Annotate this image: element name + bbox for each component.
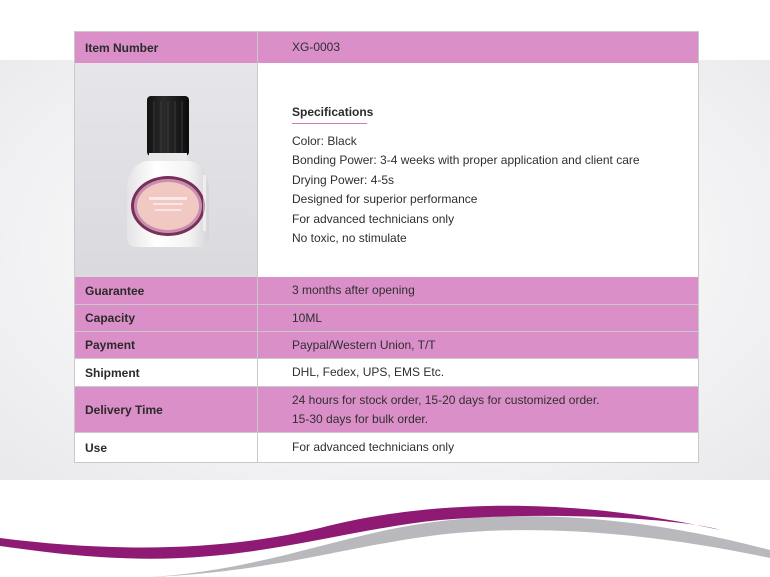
payment-label: Payment <box>75 332 258 358</box>
product-image <box>75 63 258 277</box>
delivery-time-line: 15-30 days for bulk order. <box>292 411 429 426</box>
payment-value: Paypal/Western Union, T/T <box>292 337 436 352</box>
spec-line: Bonding Power: 3-4 weeks with proper application and client care <box>292 153 640 168</box>
delivery-time-label: Delivery Time <box>75 387 258 432</box>
use-value: For advanced technicians only <box>292 440 455 454</box>
item-number-value: XG-0003 <box>292 40 341 54</box>
shipment-value: DHL, Fedex, UPS, EMS Etc. <box>292 365 445 379</box>
spec-line: For advanced technicians only <box>292 211 455 226</box>
shipment-label: Shipment <box>75 359 258 386</box>
item-number-label: Item Number <box>75 32 258 63</box>
row-delivery-time <box>75 386 698 432</box>
spec-line: Color: Black <box>292 134 357 148</box>
row-item-number <box>75 32 698 63</box>
spec-line: Drying Power: 4-5s <box>292 172 395 187</box>
specifications-title: Specifications <box>292 105 367 124</box>
row-shipment <box>75 358 698 386</box>
product-spec-table <box>74 31 699 463</box>
specifications-cell <box>258 63 698 277</box>
row-guarantee <box>75 277 698 304</box>
decorative-wave <box>0 480 770 577</box>
spec-line: Designed for superior performance <box>292 192 478 207</box>
capacity-label: Capacity <box>75 305 258 331</box>
guarantee-value: 3 months after opening <box>292 283 415 297</box>
capacity-value: 10ML <box>292 310 323 325</box>
row-use <box>75 432 698 462</box>
guarantee-label: Guarantee <box>75 277 258 304</box>
row-payment <box>75 331 698 358</box>
specifications-list <box>292 132 698 248</box>
glue-bottle-image <box>75 63 258 277</box>
spec-line: No toxic, no stimulate <box>292 231 407 246</box>
use-label: Use <box>75 433 258 462</box>
row-capacity <box>75 304 698 331</box>
delivery-time-line: 24 hours for stock order, 15-20 days for customized order. <box>292 392 600 407</box>
delivery-time-value <box>258 387 698 432</box>
